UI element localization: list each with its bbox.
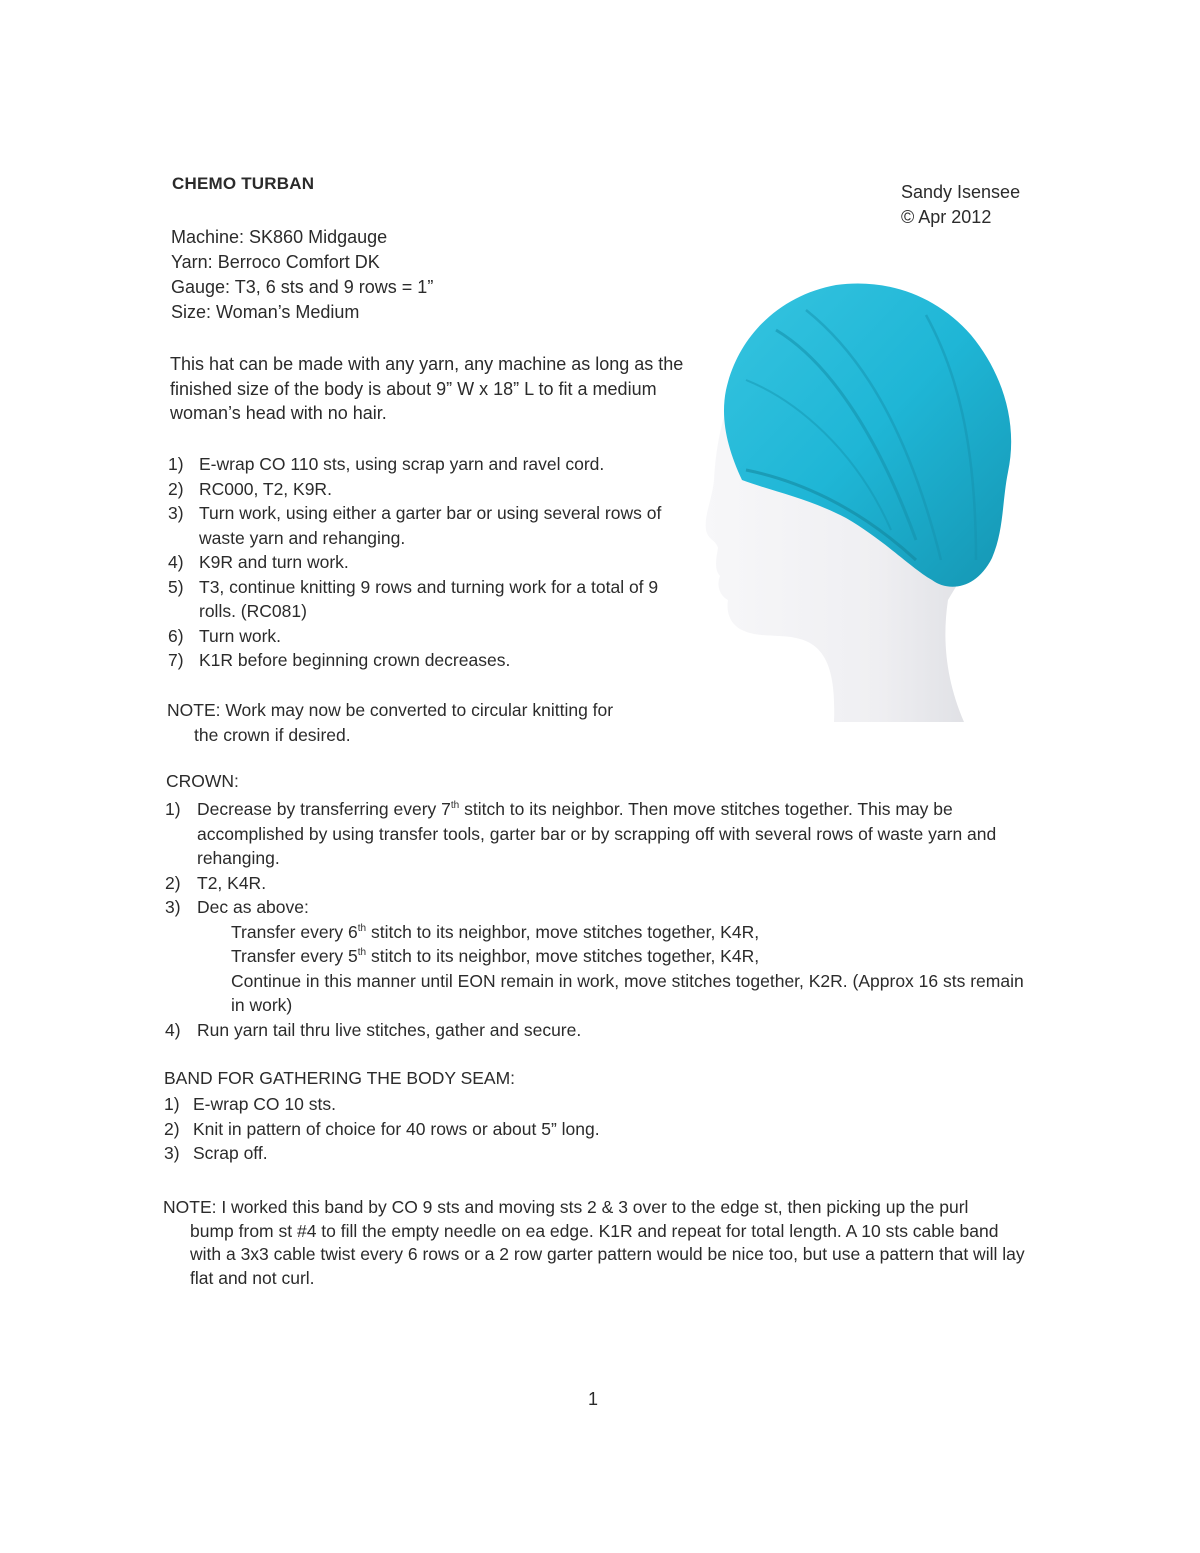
pattern-specs (171, 225, 433, 325)
body-step: 3) Turn work, using either a garter bar or using several rows of waste yarn and rehanging. (168, 503, 662, 548)
crown-step: 3) Dec as above: Transfer every 6th stitch to its neighbor, move stitches together, K4R, Transfer every 5th stitch to its neighbor, move stitches together, K4R, Continue in this manner until EON remain in work, move stitches together, K2R. (Approx 16 sts remain in work) (165, 895, 1035, 1018)
band-note: NOTE: I worked this band by CO 9 sts and moving sts 2 & 3 over to the edge st, then picking up the purl bump from st #4 to fill the empty needle on ea edge. K1R and repeat for total length. A 10 sts cable band with a 3x3 cable twist every 6 rows or a 2 row garter pattern would be nice too, but use a pattern that will lay flat and not curl. (163, 1197, 1025, 1288)
spec-yarn: Yarn: Berroco Comfort DK (171, 252, 380, 272)
body-step: 7) K1R before beginning crown decreases. (168, 650, 511, 670)
spec-size: Size: Woman’s Medium (171, 302, 360, 322)
spec-machine: Machine: SK860 Midgauge (171, 227, 388, 247)
crown-substep: Transfer every 5th stitch to its neighbor, move stitches together, K4R, (231, 946, 760, 966)
crown-step: 2) T2, K4R. (165, 872, 267, 893)
pattern-title: CHEMO TURBAN (172, 174, 315, 193)
crown-step: 4) Run yarn tail thru live stitches, gather and secure. (165, 1019, 582, 1040)
turban-photo (686, 240, 1022, 722)
crown-step: 1) Decrease by transferring every 7th stitch to its neighbor. Then move stitches together. This may be accomplished by using transfer tools, garter bar or by scrapping off with several rows of waste yarn and rehanging. (165, 799, 997, 868)
body-step: 4) K9R and turn work. (168, 552, 349, 572)
body-step: 1) E-wrap CO 110 sts, using scrap yarn and ravel cord. (168, 454, 605, 474)
crown-substep: Transfer every 6th stitch to its neighbor, move stitches together, K4R, (231, 921, 760, 942)
band-heading: BAND FOR GATHERING THE BODY SEAM: (164, 1068, 516, 1088)
body-step: 5) T3, continue knitting 9 rows and turning work for a total of 9 rolls. (RC081) (168, 576, 659, 621)
author-name: Sandy Isensee (901, 182, 1021, 202)
band-step: 2) Knit in pattern of choice for 40 rows or about 5” long. (164, 1118, 600, 1139)
body-step: 2) RC000, T2, K9R. (168, 478, 332, 499)
body-step: 6) Turn work. (168, 625, 282, 646)
copyright-line: © Apr 2012 (901, 207, 992, 227)
page-number: 1 (588, 1389, 599, 1409)
band-step: 3) Scrap off. (164, 1143, 268, 1163)
crown-steps-list (165, 797, 1035, 1042)
circular-note: NOTE: Work may now be converted to circular knitting for the crown if desired. (167, 700, 614, 745)
intro-paragraph: This hat can be made with any yarn, any machine as long as the finished size of the body is about 9” W x 18” L to fit a medium woman’s head with no hair. (170, 354, 684, 423)
spec-gauge: Gauge: T3, 6 sts and 9 rows = 1” (171, 277, 434, 297)
author-block (901, 180, 1020, 230)
body-steps-list (168, 452, 688, 673)
band-steps-list (164, 1092, 764, 1166)
band-step: 1) E-wrap CO 10 sts. (164, 1094, 336, 1114)
crown-heading: CROWN: (166, 771, 239, 791)
crown-substep: Continue in this manner until EON remain in work, move stitches together, K2R. (Approx 16 sts remain in work) (231, 970, 1024, 1015)
